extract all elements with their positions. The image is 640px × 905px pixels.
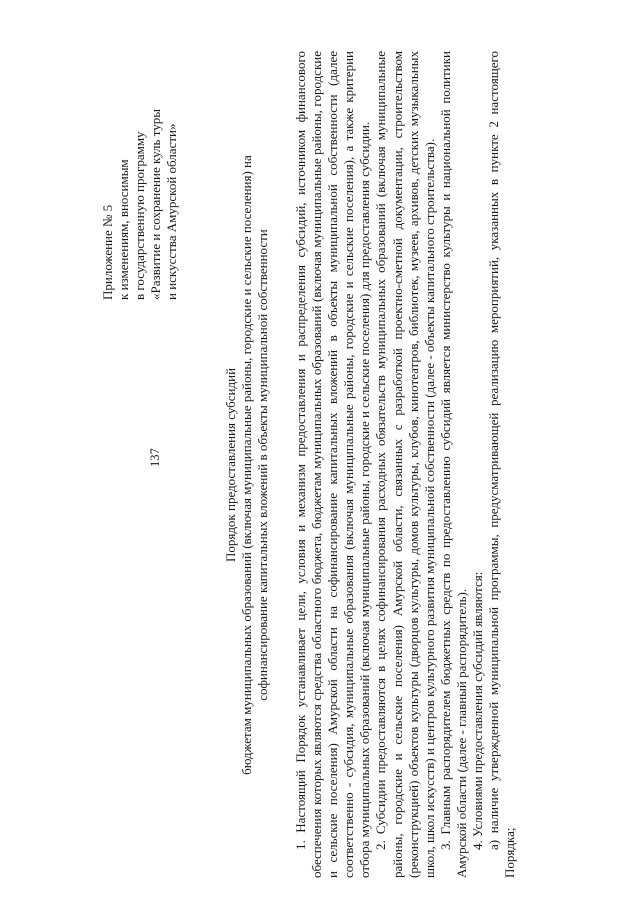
appendix-line: «Развитие и сохранение куль туры bbox=[148, 109, 163, 300]
paragraph-2: 2. Субсидии предоставляются в целях софинансирования расходных обязательств муниципальных образований (включая муниципальные районы, городские и сельские поселения) Амурской области, связанных с разработкой проектно-сметной документации, строительством (реконструкцией) объектов культуры (дворцов культуры, домов культуры, клубов, кинотеатров, библиотек, музеев, архивов, детских музыкальных школ, школ искусств) и центров культурного развития муниципальной собственности (далее - объекты капитального строительства). bbox=[373, 51, 437, 878]
page-number: 137 bbox=[148, 448, 162, 467]
document-title bbox=[223, 145, 271, 785]
title-line: Порядок предоставления субсидий bbox=[223, 367, 238, 563]
appendix-line: в государственную программу bbox=[132, 131, 147, 300]
appendix-header bbox=[100, 0, 180, 300]
paragraph-4: 4. Условиями предоставления субсидий являются: bbox=[470, 571, 486, 850]
title-line: бюджетам муниципальных образований (включая муниципальные районы, городские и сельские поселения) на bbox=[239, 155, 254, 775]
document-body bbox=[293, 51, 518, 878]
paragraph-4a: а) наличие утвержденной муниципальной программы, предусматривающей реализацию мероприятий, указанных в пункте 2 настоящего Порядка; bbox=[486, 51, 518, 878]
appendix-line: к изменениям, вносимым bbox=[116, 159, 131, 300]
paragraph-3: 3. Главным распорядителем бюджетных средств по предоставлению субсидий является министерство культуры и национальной политики Амурской области (далее - главный распорядитель). bbox=[437, 51, 469, 878]
appendix-line: и искусства Амурской области» bbox=[164, 123, 179, 300]
title-line: софинансирование капитальных вложений в объекты муниципальной собственности bbox=[255, 229, 270, 701]
paragraph-1: 1. Настоящий Порядок устанавливает цели, условия и механизм предоставления и распределения субсидий, источником финансового обеспечения которых являются средства областного бюджета, бюджетам муниципальных образований (включая муниципальные районы, городские и сельские поселения) Амурской области на софинансирование капитальных вложений в объекты муниципальной собственности (далее соответственно - субсидия, муниципальные образования (включая муниципальные районы, городские и сельские поселения), а также критерии отбора муниципальных образований (включая муниципальные районы, городские и сельские поселения) для предоставления субсидии. bbox=[293, 51, 373, 878]
appendix-line: Приложение № 5 bbox=[100, 204, 115, 300]
